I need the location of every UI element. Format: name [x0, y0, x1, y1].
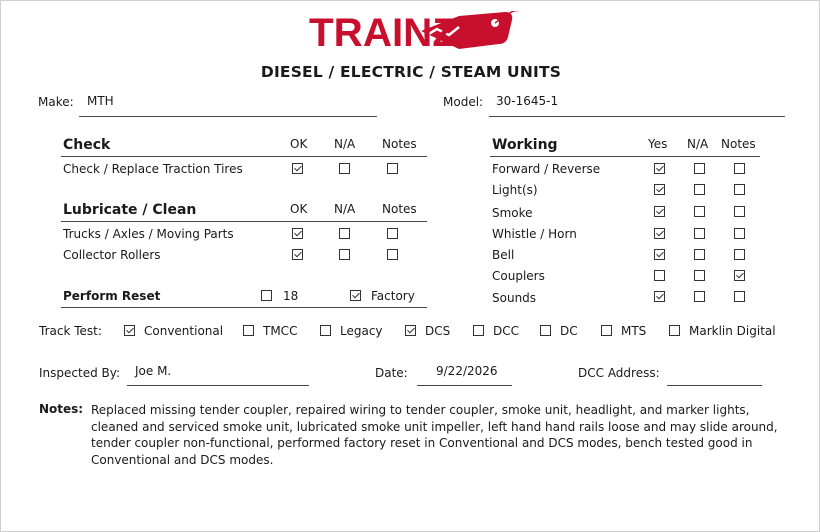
working-item-yes-checkbox[interactable]: [654, 249, 665, 260]
make-underline: [79, 116, 377, 117]
working-item-label: Smoke: [492, 206, 533, 220]
check-item-notes-checkbox[interactable]: [387, 163, 398, 174]
check-divider: [61, 156, 427, 157]
track-test-tmcc-label: TMCC: [263, 324, 298, 338]
check-col-ok: OK: [290, 137, 308, 151]
working-col-yes: Yes: [648, 137, 668, 151]
track-test-marklin-checkbox[interactable]: [669, 325, 680, 336]
working-item-notes-checkbox[interactable]: [734, 270, 745, 281]
lubricate-divider: [61, 221, 427, 222]
check-item-label: Check / Replace Traction Tires: [63, 162, 243, 176]
working-item-na-checkbox[interactable]: [694, 249, 705, 260]
working-item-label: Light(s): [492, 183, 538, 197]
date-value[interactable]: 9/22/2026: [436, 364, 498, 378]
date-label: Date:: [375, 366, 408, 380]
track-test-dcs-label: DCS: [425, 324, 451, 338]
reset-18-checkbox[interactable]: [261, 290, 272, 301]
track-test-mts-checkbox[interactable]: [601, 325, 612, 336]
working-item-na-checkbox[interactable]: [694, 270, 705, 281]
working-item-na-checkbox[interactable]: [694, 206, 705, 217]
track-test-conventional-checkbox[interactable]: [124, 325, 135, 336]
track-test-legacy-checkbox[interactable]: [320, 325, 331, 336]
check-col-na: N/A: [334, 137, 356, 151]
working-item-yes-checkbox[interactable]: [654, 270, 665, 281]
working-item-na-checkbox[interactable]: [694, 291, 705, 302]
working-col-na: N/A: [687, 137, 709, 151]
track-test-label: Track Test:: [39, 324, 102, 338]
lubricate-item-na-checkbox[interactable]: [339, 228, 350, 239]
working-item-notes-checkbox[interactable]: [734, 206, 745, 217]
working-item-notes-checkbox[interactable]: [734, 228, 745, 239]
track-test-dcc-label: DCC: [493, 324, 519, 338]
check-col-notes: Notes: [382, 137, 417, 151]
make-label: Make:: [38, 95, 74, 109]
reset-divider: [61, 307, 427, 308]
lubricate-item-notes-checkbox[interactable]: [387, 228, 398, 239]
working-item-na-checkbox[interactable]: [694, 163, 705, 174]
working-item-label: Bell: [492, 248, 515, 262]
lubricate-item-label: Collector Rollers: [63, 248, 161, 262]
lubricate-col-ok: OK: [290, 202, 308, 216]
working-divider: [490, 156, 760, 157]
inspected-by-underline: [127, 385, 309, 386]
track-test-dc-label: DC: [560, 324, 578, 338]
check-item-na-checkbox[interactable]: [339, 163, 350, 174]
make-value[interactable]: MTH: [87, 94, 114, 108]
working-item-na-checkbox[interactable]: [694, 228, 705, 239]
working-item-yes-checkbox[interactable]: [654, 228, 665, 239]
dcc-address-underline: [667, 385, 762, 386]
lubricate-item-ok-checkbox[interactable]: [292, 228, 303, 239]
check-heading: Check: [63, 137, 111, 153]
notes-text: Replaced missing tender coupler, repaired wiring to tender coupler, smoke unit, headlight, and marker lights, cleaned and serviced smoke unit, lubricated smoke unit impeller, left hand hand rails loose and may slide around, tender coupler non-functional, performed factory reset in Conventional and DCS modes, bench tested good in Conventional and DCS modes.: [91, 403, 778, 467]
lubricate-item-label: Trucks / Axles / Moving Parts: [63, 227, 234, 241]
track-test-conventional-label: Conventional: [144, 324, 224, 338]
model-underline: [489, 116, 785, 117]
working-item-notes-checkbox[interactable]: [734, 184, 745, 195]
track-test-mts-label: MTS: [621, 324, 647, 338]
trainz-logo: [309, 11, 519, 51]
check-item-ok-checkbox[interactable]: [292, 163, 303, 174]
working-item-label: Whistle / Horn: [492, 227, 577, 241]
track-test-marklin-label: Marklin Digital: [689, 324, 776, 338]
track-test-tmcc-checkbox[interactable]: [243, 325, 254, 336]
working-heading: Working: [492, 137, 558, 153]
lubricate-col-na: N/A: [334, 202, 356, 216]
track-test-legacy-label: Legacy: [340, 324, 383, 338]
model-label: Model:: [443, 95, 484, 109]
lubricate-item-na-checkbox[interactable]: [339, 249, 350, 260]
working-item-yes-checkbox[interactable]: [654, 291, 665, 302]
lubricate-item-ok-checkbox[interactable]: [292, 249, 303, 260]
working-item-notes-checkbox[interactable]: [734, 291, 745, 302]
working-item-label: Forward / Reverse: [492, 162, 601, 176]
working-item-notes-checkbox[interactable]: [734, 163, 745, 174]
logo-text: TRAINZ: [309, 11, 457, 51]
track-test-dcs-checkbox[interactable]: [405, 325, 416, 336]
working-item-na-checkbox[interactable]: [694, 184, 705, 195]
lubricate-item-notes-checkbox[interactable]: [387, 249, 398, 260]
working-item-notes-checkbox[interactable]: [734, 249, 745, 260]
reset-factory-label: Factory: [371, 289, 415, 303]
inspected-by-label: Inspected By:: [39, 366, 121, 380]
working-item-label: Sounds: [492, 291, 537, 305]
track-test-dc-checkbox[interactable]: [540, 325, 551, 336]
working-item-label: Couplers: [492, 269, 545, 283]
working-item-yes-checkbox[interactable]: [654, 163, 665, 174]
working-item-yes-checkbox[interactable]: [654, 184, 665, 195]
form-title: DIESEL / ELECTRIC / STEAM UNITS: [260, 63, 562, 81]
lubricate-heading: Lubricate / Clean: [63, 202, 197, 218]
reset-18-label: 18: [283, 289, 299, 303]
notes-label: Notes:: [39, 402, 84, 416]
track-test-dcc-checkbox[interactable]: [473, 325, 484, 336]
dcc-address-label: DCC Address:: [578, 366, 660, 380]
working-col-notes: Notes: [721, 137, 756, 151]
date-underline: [417, 385, 512, 386]
lubricate-col-notes: Notes: [382, 202, 417, 216]
inspected-by-value[interactable]: Joe M.: [135, 364, 172, 378]
perform-reset-label: Perform Reset: [63, 289, 161, 303]
model-value[interactable]: 30-1645-1: [496, 94, 559, 108]
working-item-yes-checkbox[interactable]: [654, 206, 665, 217]
reset-factory-checkbox[interactable]: [350, 290, 361, 301]
